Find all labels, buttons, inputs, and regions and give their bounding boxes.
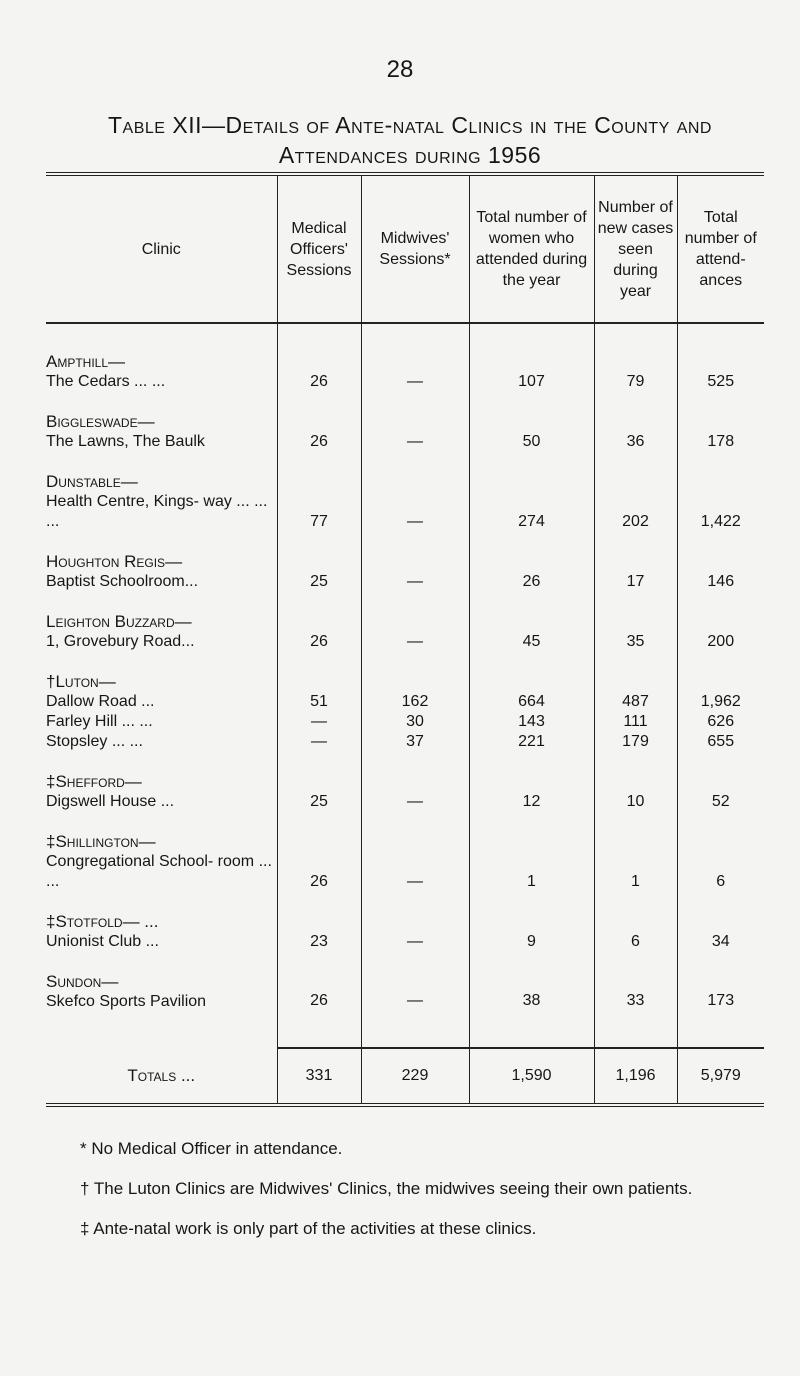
total-attendances-cell: 655 [677,732,764,752]
total-medical-sessions: 331 [277,1048,361,1105]
medical-sessions-cell: 25 [277,532,361,592]
women-attended-cell: 26 [469,532,594,592]
table-row [46,732,764,752]
table-row [46,712,764,732]
new-cases-cell: 111 [594,712,677,732]
total-women-attended: 1,590 [469,1048,594,1105]
clinic-name: Stopsley ... ... [46,733,143,750]
new-cases-cell: 79 [594,323,677,392]
table-row [46,952,764,1048]
clinic-area: Houghton Regis— [46,552,183,571]
new-cases-cell: 6 [594,892,677,952]
midwives-sessions-cell: 37 [361,732,469,752]
footnote-double-dagger: ‡ Ante-natal work is only part of the activities at these clinics. [80,1219,537,1238]
clinics-table [46,172,764,1107]
clinic-cell [46,532,277,592]
women-attended-cell: 664 [469,652,594,712]
women-attended-cell: 45 [469,592,594,652]
women-attended-cell: 274 [469,452,594,532]
total-midwives-sessions: 229 [361,1048,469,1105]
table-row [46,752,764,812]
footnote-star: * No Medical Officer in attendance. [80,1139,343,1158]
clinic-name: Dallow Road ... [46,693,155,710]
medical-sessions-cell: 26 [277,812,361,892]
clinic-name: The Cedars ... ... [46,373,166,390]
midwives-sessions-cell: 30 [361,712,469,732]
table-title-line1: Table XII—Details of Ante-natal Clinics in the County and [108,112,712,138]
table-title [40,110,780,170]
table-row [46,532,764,592]
header-total-attendances: Total number of attend- ances [677,174,764,323]
table-row [46,892,764,952]
clinic-cell [46,892,277,952]
new-cases-cell: 35 [594,592,677,652]
new-cases-cell: 179 [594,732,677,752]
clinic-cell [46,712,277,732]
midwives-sessions-cell: — [361,452,469,532]
total-attendances-cell: 34 [677,892,764,952]
clinic-area: ‡Shillington— [46,832,156,851]
total-attendances-cell: 1,962 [677,652,764,712]
midwives-sessions-cell: 162 [361,652,469,712]
header-clinic: Clinic [46,174,277,323]
clinic-name: The Lawns, The Baulk [46,433,205,450]
table-title-line2: Attendances during 1956 [278,142,542,168]
header-medical-sessions: Medical Officers' Sessions [277,174,361,323]
table-row [46,812,764,892]
total-attendances-cell: 1,422 [677,452,764,532]
header-midwives-sessions: Midwives' Sessions* [361,174,469,323]
table-row [46,323,764,392]
clinic-area: Leighton Buzzard— [46,612,192,631]
clinic-cell [46,323,277,392]
clinic-area: ‡Shefford— [46,772,142,791]
women-attended-cell: 9 [469,892,594,952]
medical-sessions-cell: 26 [277,952,361,1048]
clinic-cell [46,452,277,532]
clinic-area: Ampthill— [46,352,126,371]
clinic-cell [46,732,277,752]
table-row [46,592,764,652]
women-attended-cell: 221 [469,732,594,752]
new-cases-cell: 202 [594,452,677,532]
medical-sessions-cell: 26 [277,392,361,452]
clinic-name: Skefco Sports Pavilion [46,993,207,1010]
new-cases-cell: 33 [594,952,677,1048]
medical-sessions-cell: 26 [277,323,361,392]
women-attended-cell: 12 [469,752,594,812]
medical-sessions-cell: — [277,732,361,752]
clinics-table-container [46,172,764,1107]
midwives-sessions-cell: — [361,812,469,892]
midwives-sessions-cell: — [361,952,469,1048]
total-attendances-cell: 52 [677,752,764,812]
header-row [46,174,764,323]
footnote-dagger: † The Luton Clinics are Midwives' Clinics, the midwives seeing their own patients. [80,1179,693,1198]
clinic-area: Biggleswade— [46,412,155,431]
total-attendances-cell: 178 [677,392,764,452]
clinic-name: Farley Hill ... ... [46,713,153,730]
clinic-cell [46,392,277,452]
new-cases-cell: 17 [594,532,677,592]
medical-sessions-cell: 25 [277,752,361,812]
total-new-cases: 1,196 [594,1048,677,1105]
table-row [46,452,764,532]
clinic-area: Dunstable— [46,472,138,491]
midwives-sessions-cell: — [361,592,469,652]
header-women-attended: Total number of women who attended during the year [469,174,594,323]
clinic-cell [46,652,277,712]
new-cases-cell: 10 [594,752,677,812]
midwives-sessions-cell: — [361,752,469,812]
table-body [46,323,764,1048]
midwives-sessions-cell: — [361,532,469,592]
midwives-sessions-cell: — [361,892,469,952]
new-cases-cell: 1 [594,812,677,892]
medical-sessions-cell: 23 [277,892,361,952]
new-cases-cell: 36 [594,392,677,452]
medical-sessions-cell: — [277,712,361,732]
clinic-cell [46,752,277,812]
table-row [46,652,764,712]
table-row [46,392,764,452]
clinic-name: Health Centre, Kings- way ... ... ... [46,493,268,530]
women-attended-cell: 50 [469,392,594,452]
midwives-sessions-cell: — [361,392,469,452]
medical-sessions-cell: 51 [277,652,361,712]
clinic-cell [46,812,277,892]
total-attendances-cell: 173 [677,952,764,1048]
totals-label: Totals ... [46,1048,277,1105]
footnotes [40,1136,760,1256]
clinic-area: ‡Stotfold— ... [46,912,159,931]
medical-sessions-cell: 77 [277,452,361,532]
clinic-area: Sundon— [46,972,119,991]
total-attendances-cell: 200 [677,592,764,652]
total-attendances-cell: 626 [677,712,764,732]
women-attended-cell: 143 [469,712,594,732]
clinic-cell [46,592,277,652]
clinic-area: †Luton— [46,672,116,691]
total-attendances: 5,979 [677,1048,764,1105]
midwives-sessions-cell: — [361,323,469,392]
total-attendances-cell: 525 [677,323,764,392]
medical-sessions-cell: 26 [277,592,361,652]
page-number: 28 [386,56,414,83]
clinic-name: Unionist Club ... [46,933,159,950]
new-cases-cell: 487 [594,652,677,712]
women-attended-cell: 38 [469,952,594,1048]
women-attended-cell: 107 [469,323,594,392]
clinic-name: Congregational School- room ... ... [46,853,272,890]
clinic-name: 1, Grovebury Road... [46,633,195,650]
clinic-name: Digswell House ... [46,793,175,810]
header-new-cases: Number of new cases seen during year [594,174,677,323]
clinic-cell [46,952,277,1048]
total-attendances-cell: 146 [677,532,764,592]
total-attendances-cell: 6 [677,812,764,892]
women-attended-cell: 1 [469,812,594,892]
clinic-name: Baptist Schoolroom... [46,573,199,590]
totals-row [46,1048,764,1105]
